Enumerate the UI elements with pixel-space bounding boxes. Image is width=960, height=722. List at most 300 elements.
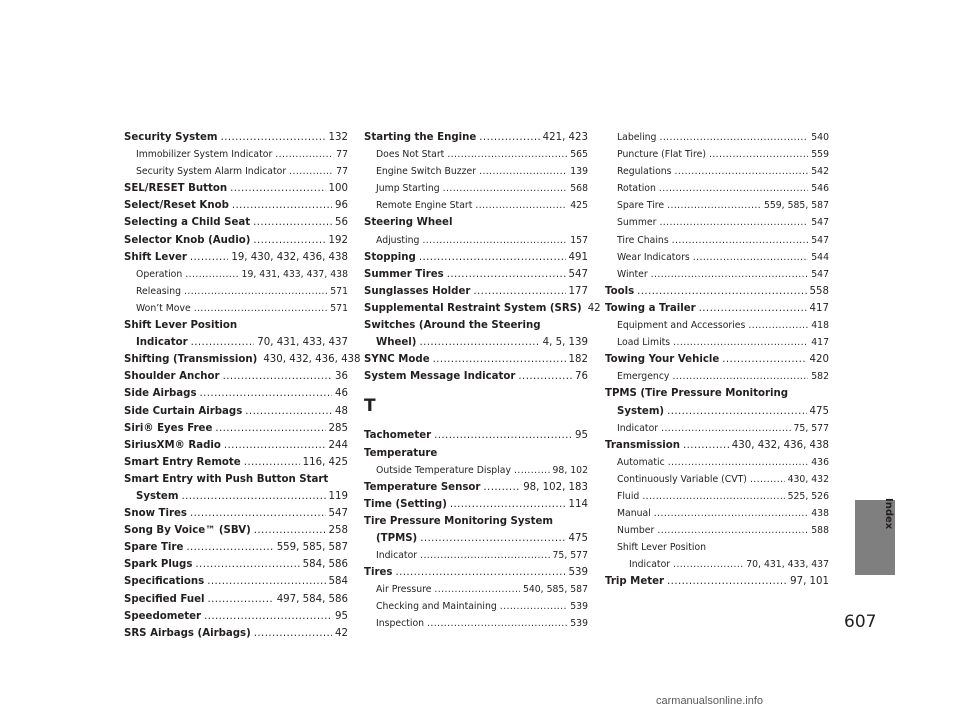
index-entry-label: Adjusting xyxy=(376,234,420,246)
index-entry-pages: 56 xyxy=(335,217,348,229)
index-entry-pages: 438 xyxy=(811,508,829,520)
index-entry-label: Selecting a Child Seat xyxy=(124,217,251,229)
dot-leader xyxy=(443,180,568,197)
index-entry-pages: 285 xyxy=(328,422,348,434)
section-letter-t: T xyxy=(364,396,376,417)
index-entry[interactable] xyxy=(364,214,588,231)
index-entry[interactable] xyxy=(605,197,829,214)
index-entry-pages: 100 xyxy=(328,183,348,195)
index-entry-label: Releasing xyxy=(136,285,181,297)
index-entry-pages: 559 xyxy=(811,149,829,161)
dot-leader xyxy=(419,249,566,266)
index-entry[interactable] xyxy=(124,283,348,300)
index-entry-pages: 539 xyxy=(570,601,588,613)
index-entry[interactable] xyxy=(364,300,601,317)
index-entry-label: Inspection xyxy=(376,618,425,630)
dot-leader xyxy=(230,180,325,197)
index-entry[interactable] xyxy=(605,454,829,471)
index-entry-label: Immobilizer System Indicator xyxy=(136,149,273,161)
index-entry[interactable] xyxy=(364,351,588,368)
dot-leader xyxy=(500,598,567,615)
index-entry[interactable] xyxy=(605,471,829,488)
index-entry-label: Tires xyxy=(364,567,393,579)
index-entry-pages: 48 xyxy=(335,405,348,417)
index-entry-pages: 571 xyxy=(330,285,348,297)
index-entry-label: Specified Fuel xyxy=(124,593,205,605)
dot-leader xyxy=(473,283,565,300)
index-entry[interactable] xyxy=(364,146,588,163)
index-entry-pages: 436 xyxy=(811,456,829,468)
index-entry-pages: 119 xyxy=(328,490,348,502)
index-entry-label: Temperature Sensor xyxy=(364,481,481,493)
dot-leader xyxy=(722,351,806,368)
index-entry-label: Outside Temperature Display xyxy=(376,464,511,476)
index-entry-label: Smart Entry Remote xyxy=(124,456,241,468)
index-entry[interactable] xyxy=(605,283,829,300)
index-entry[interactable] xyxy=(364,581,588,598)
index-entry[interactable] xyxy=(364,445,588,462)
index-entry-pages: 95 xyxy=(335,610,348,622)
index-section-t xyxy=(364,427,588,632)
index-entry-pages: 582 xyxy=(811,371,829,383)
index-entry[interactable] xyxy=(605,232,829,249)
index-entry-label: Tire Pressure Monitoring System xyxy=(364,515,553,527)
index-entry[interactable] xyxy=(364,427,588,444)
index-entry[interactable] xyxy=(605,249,829,266)
index-entry-label: Shift Lever Position xyxy=(124,320,238,332)
index-entry-label: Operation xyxy=(136,268,183,280)
dot-leader xyxy=(420,530,565,547)
index-entry-label: Security System xyxy=(124,132,218,143)
index-entry-label: Starting the Engine xyxy=(364,132,477,143)
index-entry[interactable] xyxy=(364,368,588,385)
index-entry-label: Number xyxy=(617,525,655,537)
index-entry-label: System) xyxy=(617,405,665,417)
index-entry-label: Trip Meter xyxy=(605,576,665,588)
index-entry-label: Tools xyxy=(605,285,635,297)
dot-leader xyxy=(659,214,808,231)
index-entry[interactable] xyxy=(605,266,829,283)
index-entry[interactable] xyxy=(364,564,588,581)
index-entry-pages: 77 xyxy=(336,166,348,178)
index-entry-pages: 417 xyxy=(809,302,829,314)
index-entry[interactable] xyxy=(605,539,829,556)
index-entry[interactable] xyxy=(124,163,348,180)
index-entry[interactable] xyxy=(364,547,588,564)
index-entry[interactable] xyxy=(605,214,829,231)
dot-leader xyxy=(659,180,808,197)
index-entry-label: Summer Tires xyxy=(364,268,444,280)
index-entry-pages: 475 xyxy=(809,405,829,417)
index-entry-label: Equipment and Accessories xyxy=(617,320,746,332)
index-entry-pages: 192 xyxy=(328,234,348,246)
index-entry-pages: 547 xyxy=(811,217,829,229)
index-entry-pages: 70, 431, 433, 437 xyxy=(257,337,348,349)
index-entry[interactable] xyxy=(364,462,588,479)
index-entry-label: Shoulder Anchor xyxy=(124,371,220,383)
index-entry-label: Manual xyxy=(617,508,651,520)
index-entry[interactable] xyxy=(364,266,588,283)
index-entry-label: Security System Alarm Indicator xyxy=(136,166,287,178)
index-entry-pages: 565 xyxy=(570,149,588,161)
page-number: 607 xyxy=(844,612,877,632)
index-entry-pages: 425 xyxy=(570,200,588,212)
dot-leader xyxy=(659,129,808,146)
dot-leader xyxy=(709,146,808,163)
index-entry[interactable] xyxy=(124,471,348,488)
dot-leader xyxy=(254,625,332,642)
dot-leader xyxy=(232,197,332,214)
index-entry-label: SYNC Mode xyxy=(364,354,430,366)
dot-leader xyxy=(244,454,300,471)
index-entry-label: Tachometer xyxy=(364,430,432,442)
index-entry-label: Side Curtain Airbags xyxy=(124,405,243,417)
index-entry-label: Shifting (Transmission) xyxy=(124,354,258,366)
index-entry[interactable] xyxy=(124,608,348,625)
index-entry-label: Siri® Eyes Free xyxy=(124,422,213,434)
dot-leader xyxy=(215,420,325,437)
index-entry-pages: 182 xyxy=(568,354,588,366)
index-entry-pages: 544 xyxy=(811,251,829,263)
dot-leader xyxy=(668,454,809,471)
index-entry[interactable] xyxy=(605,522,829,539)
index-entry-label: Wear Indicators xyxy=(617,251,690,263)
index-entry-pages: 421, 423 xyxy=(542,132,588,143)
index-entry-label: Side Airbags xyxy=(124,388,197,400)
dot-leader xyxy=(191,334,255,351)
index-entry-pages: 475 xyxy=(568,532,588,544)
index-entry[interactable] xyxy=(124,420,348,437)
index-entry[interactable] xyxy=(364,180,588,197)
index-entry-label: Won’t Move xyxy=(136,302,191,314)
index-entry-label: Does Not Start xyxy=(376,149,445,161)
dot-leader xyxy=(518,368,572,385)
index-entry-label: Smart Entry with Push Button Start xyxy=(124,473,329,485)
dot-leader xyxy=(672,368,808,385)
dot-leader xyxy=(447,266,566,283)
index-entry-label: Labeling xyxy=(617,132,657,143)
dot-leader xyxy=(450,496,566,513)
index-entry-label: Continuously Variable (CVT) xyxy=(617,473,747,485)
dot-leader xyxy=(427,615,567,632)
dot-leader xyxy=(184,283,327,300)
dot-leader xyxy=(661,420,790,437)
dot-leader xyxy=(479,163,567,180)
dot-leader xyxy=(190,505,326,522)
index-entry-pages: 540, 585, 587 xyxy=(522,584,588,596)
index-entry[interactable] xyxy=(124,214,348,231)
index-entry[interactable] xyxy=(605,437,829,454)
index-entry-pages: 75, 577 xyxy=(552,550,588,562)
index-entry[interactable] xyxy=(124,232,348,249)
dot-leader xyxy=(181,488,325,505)
dot-leader xyxy=(657,522,808,539)
index-entry[interactable] xyxy=(124,146,348,163)
index-entry-pages: 540 xyxy=(811,132,829,143)
index-entry[interactable] xyxy=(124,522,348,539)
index-entry[interactable] xyxy=(124,249,348,266)
index-entry-pages: 539 xyxy=(568,567,588,579)
index-entry-pages: 584, 586 xyxy=(302,559,348,571)
index-entry[interactable] xyxy=(605,573,829,590)
index-entry[interactable] xyxy=(124,300,348,317)
index-entry[interactable] xyxy=(364,163,588,180)
index-entry[interactable] xyxy=(124,539,348,556)
index-entry-pages: 96 xyxy=(335,200,348,212)
index-entry-pages: 19, 430, 432, 436, 438 xyxy=(231,251,348,263)
index-entry-label: TPMS (Tire Pressure Monitoring xyxy=(605,388,789,400)
index-entry-pages: 98, 102 xyxy=(552,464,588,476)
dot-leader xyxy=(254,522,326,539)
dot-leader xyxy=(750,471,785,488)
index-entry[interactable] xyxy=(124,317,348,334)
index-entry[interactable] xyxy=(124,454,348,471)
index-entry-label: Winter xyxy=(617,268,648,280)
index-entry[interactable] xyxy=(364,496,588,513)
index-entry-label: Checking and Maintaining xyxy=(376,601,497,613)
index-entry-label: Switches (Around the Steering xyxy=(364,320,541,332)
index-entry-pages: 258 xyxy=(328,525,348,537)
dot-leader xyxy=(433,351,566,368)
index-entry-pages: 559, 585, 587 xyxy=(763,200,829,212)
index-entry-pages: 430, 432, 436, 438 xyxy=(263,354,361,366)
dot-leader xyxy=(434,581,520,598)
index-entry-pages: 546 xyxy=(811,183,829,195)
index-entry-label: Spare Tire xyxy=(617,200,665,212)
index-entry[interactable] xyxy=(364,283,588,300)
watermark: carmanualsonline.info xyxy=(656,695,764,707)
dot-leader xyxy=(204,608,332,625)
index-entry-label: Specifications xyxy=(124,576,205,588)
index-entry[interactable] xyxy=(124,625,348,642)
index-entry-pages: 491 xyxy=(568,251,588,263)
index-entry-pages: 430, 432, 436, 438 xyxy=(731,439,829,451)
index-entry-pages: 114 xyxy=(568,498,588,510)
dot-leader xyxy=(672,232,809,249)
index-entry-label: Sunglasses Holder xyxy=(364,285,471,297)
index-entry-label: Towing a Trailer xyxy=(605,302,696,314)
index-entry[interactable] xyxy=(605,146,829,163)
index-entry[interactable] xyxy=(124,266,348,283)
index-entry[interactable] xyxy=(605,180,829,197)
index-column-1 xyxy=(124,129,361,642)
dot-leader xyxy=(642,488,784,505)
index-entry-pages: 244 xyxy=(328,439,348,451)
index-entry-pages: 558 xyxy=(809,285,829,297)
index-entry-label: Selector Knob (Audio) xyxy=(124,234,251,246)
index-entry-label: Emergency xyxy=(617,371,670,383)
index-entry-label: Transmission xyxy=(605,439,681,451)
index-entry[interactable] xyxy=(124,385,348,402)
index-entry-label: Indicator xyxy=(617,422,659,434)
index-entry[interactable] xyxy=(605,368,829,385)
dot-leader xyxy=(224,437,326,454)
index-entry-label: System xyxy=(136,490,179,502)
index-side-label: Index xyxy=(883,498,894,530)
index-entry[interactable] xyxy=(364,249,588,266)
index-entry[interactable] xyxy=(605,300,829,317)
dot-leader xyxy=(514,462,550,479)
index-entry-label: Remote Engine Start xyxy=(376,200,473,212)
index-entry[interactable] xyxy=(124,403,348,420)
dot-leader xyxy=(223,368,332,385)
index-entry-pages: 547 xyxy=(811,268,829,280)
dot-leader xyxy=(637,283,806,300)
index-entry-pages: 4, 5, 139 xyxy=(542,337,588,349)
index-entry-pages: 77 xyxy=(336,149,348,161)
dot-leader xyxy=(667,197,761,214)
dot-leader xyxy=(245,403,332,420)
index-entry[interactable] xyxy=(364,513,588,530)
dot-leader xyxy=(748,317,808,334)
index-entry-pages: 116, 425 xyxy=(302,456,348,468)
dot-leader xyxy=(186,539,273,556)
index-entry-label: Supplemental Restraint System (SRS) xyxy=(364,302,582,314)
index-entry[interactable] xyxy=(364,129,588,146)
index-entry[interactable] xyxy=(605,334,829,351)
index-entry[interactable] xyxy=(364,197,588,214)
index-entry-pages: 547 xyxy=(568,268,588,280)
index-entry[interactable] xyxy=(364,615,588,632)
index-entry[interactable] xyxy=(605,351,829,368)
dot-leader xyxy=(289,163,333,180)
index-entry-pages: 497, 584, 586 xyxy=(276,593,348,605)
index-entry[interactable] xyxy=(124,334,348,351)
index-entry-pages: 559, 585, 587 xyxy=(276,542,348,554)
dot-leader xyxy=(253,214,332,231)
index-entry[interactable] xyxy=(605,420,829,437)
index-entry-label: Tire Chains xyxy=(617,234,669,246)
dot-leader xyxy=(654,505,808,522)
dot-leader xyxy=(651,266,809,283)
index-entry-label: Summer xyxy=(617,217,657,229)
dot-leader xyxy=(221,129,326,146)
index-entry-label: Song By Voice™ (SBV) xyxy=(124,525,251,537)
index-entry-label: Stopping xyxy=(364,251,416,263)
index-entry-pages: 588 xyxy=(811,525,829,537)
dot-leader xyxy=(683,437,729,454)
index-entry-pages: 525, 526 xyxy=(787,490,829,502)
index-entry[interactable] xyxy=(124,437,348,454)
index-entry[interactable] xyxy=(364,479,588,496)
index-entry-pages: 95 xyxy=(575,430,588,442)
dot-leader xyxy=(200,385,333,402)
dot-leader xyxy=(195,556,299,573)
index-entry[interactable] xyxy=(124,197,348,214)
dot-leader xyxy=(447,146,567,163)
index-entry-pages: 547 xyxy=(811,234,829,246)
index-entry[interactable] xyxy=(124,591,348,608)
index-entry-pages: 42 xyxy=(335,627,348,639)
index-entry[interactable] xyxy=(124,573,348,590)
index-entry-pages: 76 xyxy=(575,371,588,383)
index-entry-pages: 97, 101 xyxy=(790,576,829,588)
index-entry-label: Engine Switch Buzzer xyxy=(376,166,477,178)
index-entry[interactable] xyxy=(124,488,348,505)
index-entry-label: SiriusXM® Radio xyxy=(124,439,221,451)
index-entry[interactable] xyxy=(605,505,829,522)
dot-leader xyxy=(207,591,273,608)
index-entry-label: Select/Reset Knob xyxy=(124,200,229,212)
dot-leader xyxy=(422,232,567,249)
dot-leader xyxy=(395,564,565,581)
index-entry-pages: 139 xyxy=(570,166,588,178)
dot-leader xyxy=(673,556,743,573)
index-entry-label: Snow Tires xyxy=(124,508,187,520)
index-entry-label: System Message Indicator xyxy=(364,371,516,383)
index-entry[interactable] xyxy=(364,232,588,249)
index-entry-pages: 132 xyxy=(328,132,348,143)
index-entry[interactable] xyxy=(364,598,588,615)
index-entry[interactable] xyxy=(605,317,829,334)
index-entry[interactable] xyxy=(364,530,588,547)
index-entry[interactable] xyxy=(605,163,829,180)
index-entry[interactable] xyxy=(364,317,588,334)
dot-leader xyxy=(419,334,539,351)
index-entry-label: Indicator xyxy=(136,337,188,349)
index-entry-pages: 584 xyxy=(328,576,348,588)
index-entry-pages: 568 xyxy=(570,183,588,195)
index-entry-pages: 70, 431, 433, 437 xyxy=(746,559,829,571)
index-entry-pages: 177 xyxy=(568,285,588,297)
dot-leader xyxy=(483,479,520,496)
index-entry-label: Spark Plugs xyxy=(124,559,193,571)
index-entry-pages: 542 xyxy=(811,166,829,178)
index-entry-label: Shift Lever Position xyxy=(617,542,707,554)
index-entry[interactable] xyxy=(364,334,588,351)
index-entry[interactable] xyxy=(605,488,829,505)
index-entry-pages: 19, 431, 433, 437, 438 xyxy=(241,268,348,280)
dot-leader xyxy=(190,249,228,266)
dot-leader xyxy=(275,146,333,163)
dot-leader xyxy=(194,300,328,317)
dot-leader xyxy=(185,266,238,283)
index-entry-label: Automatic xyxy=(617,456,665,468)
index-entry-pages: 75, 577 xyxy=(793,422,829,434)
index-entry[interactable] xyxy=(124,129,348,146)
index-entry-pages: 157 xyxy=(570,234,588,246)
index-section-s-continued xyxy=(364,129,601,385)
index-entry-pages: 571 xyxy=(330,302,348,314)
dot-leader xyxy=(475,197,567,214)
index-entry[interactable] xyxy=(605,129,829,146)
index-entry-pages: 547 xyxy=(328,508,348,520)
dot-leader xyxy=(253,232,325,249)
index-entry-label: Towing Your Vehicle xyxy=(605,354,720,366)
index-entry[interactable] xyxy=(124,556,348,573)
index-entry-label: Speedometer xyxy=(124,610,202,622)
index-entry[interactable] xyxy=(605,385,829,402)
index-entry-label: (TPMS) xyxy=(376,532,418,544)
index-entry[interactable] xyxy=(124,180,348,197)
index-entry-label: Air Pressure xyxy=(376,584,432,596)
dot-leader xyxy=(673,334,808,351)
index-entry-label: Puncture (Flat Tire) xyxy=(617,149,706,161)
index-entry[interactable] xyxy=(605,556,829,573)
index-entry-label: SEL/RESET Button xyxy=(124,183,228,195)
index-entry-pages: 417 xyxy=(811,337,829,349)
index-entry[interactable] xyxy=(124,505,348,522)
index-entry-pages: 46 xyxy=(335,388,348,400)
index-entry[interactable] xyxy=(124,368,348,385)
index-entry-label: Jump Starting xyxy=(376,183,440,195)
index-entry[interactable] xyxy=(605,403,829,420)
dot-leader xyxy=(207,573,325,590)
index-entry[interactable] xyxy=(124,351,361,368)
dot-leader xyxy=(667,573,787,590)
dot-leader xyxy=(479,129,539,146)
index-entry-label: Rotation xyxy=(617,183,656,195)
